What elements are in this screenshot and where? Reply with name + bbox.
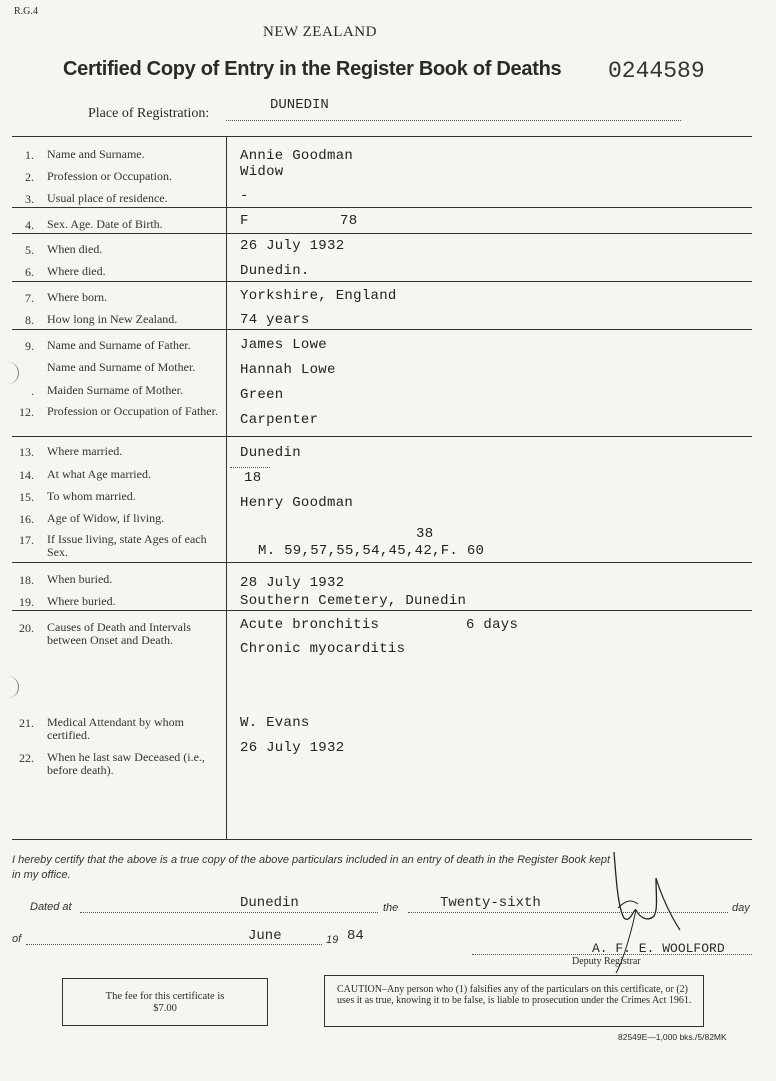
place-of-registration-label: Place of Registration: — [88, 106, 210, 121]
of-label: of — [12, 933, 22, 945]
row-number: 4. — [25, 218, 34, 232]
field-value-cause-primary: Acute bronchitis — [240, 617, 380, 633]
field-label-where-died: Where died. — [47, 264, 106, 278]
field-value-mother: Hannah Lowe — [240, 362, 336, 378]
field-label-issue-living: If Issue living, state Ages of each Sex. — [47, 532, 207, 559]
row-divider — [12, 281, 752, 282]
field-label-age-married: At what Age married. — [47, 467, 151, 481]
row-divider — [12, 436, 752, 437]
row-number: 15. — [19, 490, 34, 504]
age-married-dotted-line — [230, 467, 270, 468]
dated-at-dotted-line — [80, 912, 378, 913]
field-value-how-long-nz: 74 years — [240, 312, 310, 328]
field-value-issue-living: M. 59,57,55,54,45,42,F. 60 — [258, 543, 485, 559]
row-number: 6. — [25, 265, 34, 279]
row-number: 13. — [19, 445, 34, 459]
column-divider — [226, 136, 227, 839]
row-divider — [12, 610, 752, 611]
dated-at-label: Dated at — [30, 901, 72, 913]
table-top-border — [12, 136, 752, 137]
month-dotted-line — [26, 944, 322, 945]
field-value-sex: F — [240, 213, 249, 229]
field-value-where-born: Yorkshire, England — [240, 288, 397, 304]
field-label-where-born: Where born. — [47, 290, 107, 304]
registrar-name: A. F. E. WOOLFORD — [592, 941, 725, 956]
field-label-residence: Usual place of residence. — [47, 191, 168, 205]
place-dotted-line — [226, 120, 681, 121]
field-value-father: James Lowe — [240, 337, 328, 353]
field-label-age-widow: Age of Widow, if living. — [47, 511, 165, 525]
form-code: R.G.4 — [14, 6, 38, 17]
field-value-issue-annotation: 38 — [416, 526, 434, 542]
field-value-medical-attendant: W. Evans — [240, 715, 310, 731]
row-number: 9. — [25, 339, 34, 353]
serial-number: 0244589 — [608, 58, 705, 84]
row-number: 20. — [19, 621, 34, 635]
field-label-mother-maiden: Maiden Surname of Mother. — [47, 383, 183, 397]
punch-hole-mark — [4, 676, 19, 698]
registrar-signature — [596, 838, 706, 978]
caution-box — [324, 975, 704, 1027]
year-value: 84 — [347, 928, 364, 944]
field-label-last-saw: When he last saw Deceased (i.e., before death). — [47, 750, 205, 777]
field-label-occupation: Profession or Occupation. — [47, 169, 172, 183]
row-number: 5. — [25, 243, 34, 257]
row-number: . — [31, 384, 34, 398]
field-label-when-buried: When buried. — [47, 572, 113, 586]
field-label-father-occupation: Profession or Occupation of Father. — [47, 404, 218, 418]
field-value-cause-interval: 6 days — [466, 617, 519, 633]
field-label-where-buried: Where buried. — [47, 594, 116, 608]
caution-text: CAUTION–Any person who (1) falsifies any of the particulars on this certificate, or (2) uses it as true, knowing it to be false, is liable to prosecution under the Crimes Act 1961. — [337, 984, 692, 1006]
day-label: day — [732, 902, 750, 914]
row-number: 3. — [25, 192, 34, 206]
row-divider — [12, 233, 752, 234]
row-divider — [12, 329, 752, 330]
field-value-age-married: 18 — [244, 470, 262, 486]
field-value-when-died: 26 July 1932 — [240, 238, 345, 254]
footer-print-code: 82549E—1,000 bks./5/82MK — [618, 1032, 727, 1042]
row-number: 1. — [25, 148, 34, 162]
document-title: Certified Copy of Entry in the Register Book of Deaths — [63, 58, 562, 80]
country-heading: NEW ZEALAND — [263, 24, 377, 40]
place-of-registration-value: DUNEDIN — [270, 97, 329, 113]
row-number: 22. — [19, 751, 34, 765]
field-label-mother: Name and Surname of Mother. — [47, 360, 196, 374]
row-number: 17. — [19, 533, 34, 547]
row-divider — [12, 562, 752, 563]
field-label-when-died: When died. — [47, 242, 103, 256]
field-value-father-occupation: Carpenter — [240, 412, 319, 428]
field-label-whom-married: To whom married. — [47, 489, 136, 503]
year-prefix: 19 — [326, 934, 339, 946]
fee-amount: $7.00 — [153, 1003, 177, 1014]
the-label: the — [383, 902, 399, 914]
row-number: 19. — [19, 595, 34, 609]
row-number: 14. — [19, 468, 34, 482]
day-value: Twenty-sixth — [440, 895, 541, 911]
field-value-residence: - — [240, 188, 249, 204]
fee-box — [62, 978, 268, 1026]
certification-statement: I hereby certify that the above is a true copy of the above particulars included in an entry of death in the Register Book kept in my office. — [12, 854, 611, 881]
month-value: June — [248, 928, 282, 944]
field-value-mother-maiden: Green — [240, 387, 284, 403]
field-value-where-buried: Southern Cemetery, Dunedin — [240, 593, 467, 609]
row-number: 8. — [25, 313, 34, 327]
field-label-name: Name and Surname. — [47, 147, 145, 161]
fee-line-1: The fee for this certificate is — [105, 991, 225, 1002]
field-value-whom-married: Henry Goodman — [240, 495, 354, 511]
row-divider — [12, 207, 752, 208]
row-number: 16. — [19, 512, 34, 526]
field-value-name: Annie Goodman — [240, 148, 354, 164]
dated-at-value: Dunedin — [240, 895, 299, 911]
field-label-father: Name and Surname of Father. — [47, 338, 191, 352]
field-value-cause-secondary: Chronic myocarditis — [240, 641, 406, 657]
field-value-last-saw: 26 July 1932 — [240, 740, 345, 756]
field-label-sex-age: Sex. Age. Date of Birth. — [47, 217, 163, 231]
punch-hole-mark — [4, 362, 19, 384]
row-number: 7. — [25, 291, 34, 305]
row-number: 2. — [25, 170, 34, 184]
field-value-when-buried: 28 July 1932 — [240, 575, 345, 591]
field-label-causes-of-death: Causes of Death and Intervals between Onset and Death. — [47, 620, 191, 647]
field-value-occupation: Widow — [240, 164, 284, 180]
registrar-title: Deputy Registrar — [572, 956, 641, 967]
field-value-age: 78 — [340, 213, 358, 229]
field-label-medical-attendant: Medical Attendant by whom certified. — [47, 715, 184, 742]
field-value-where-married: Dunedin — [240, 445, 301, 461]
row-number: 21. — [19, 716, 34, 730]
field-label-where-married: Where married. — [47, 444, 123, 458]
field-value-where-died: Dunedin. — [240, 263, 310, 279]
field-label-how-long-nz: How long in New Zealand. — [47, 312, 178, 326]
row-number: 18. — [19, 573, 34, 587]
row-number: 12. — [19, 405, 34, 419]
